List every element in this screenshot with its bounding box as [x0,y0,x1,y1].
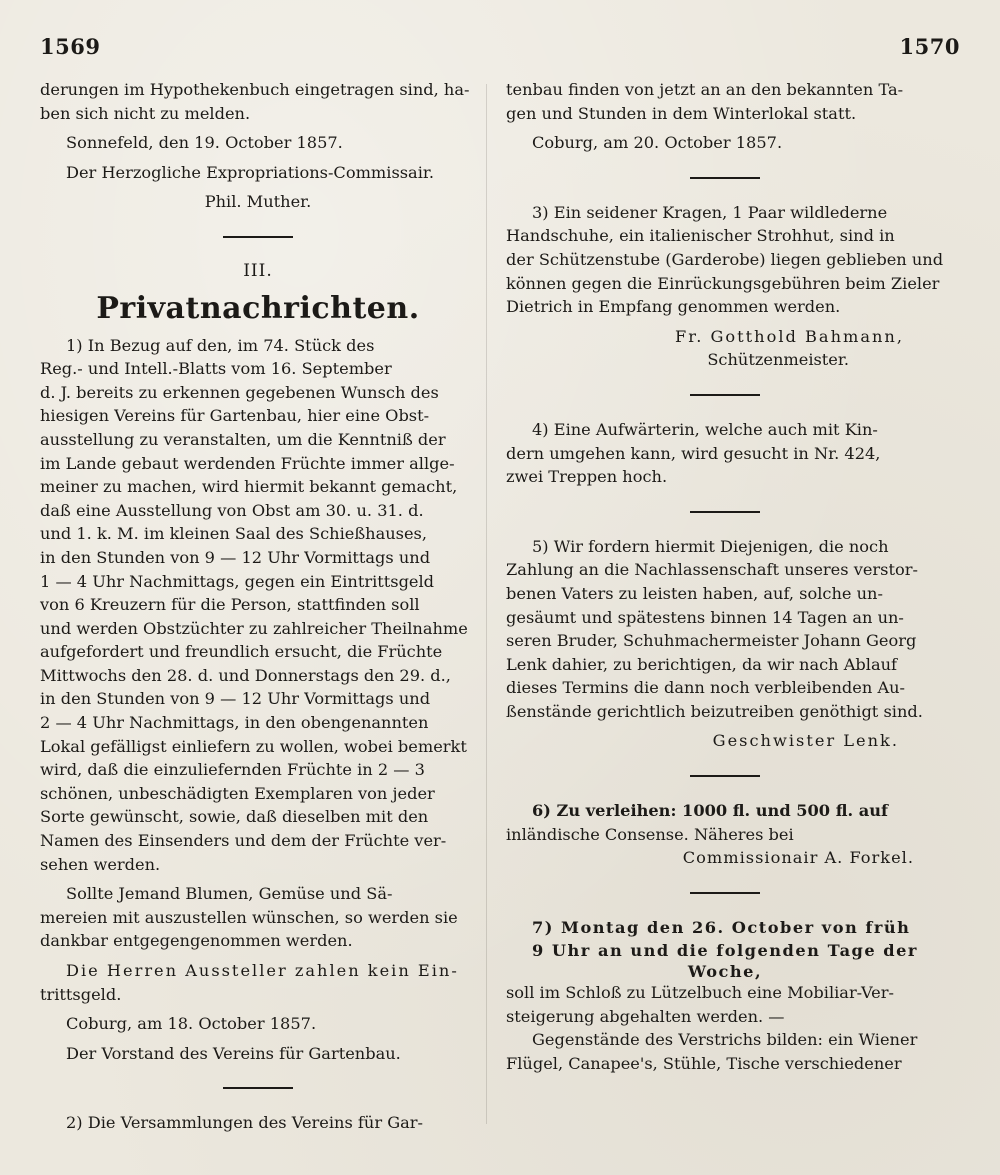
text-line: in den Stunden von 9 — 12 Uhr Vormittags und [40,689,431,709]
page-number-right: 1570 [899,34,960,59]
text-line: gesäumt und spätestens binnen 14 Tagen an un- [506,607,904,627]
text-line: Lokal gefälligst einliefern zu wollen, wobei bemerkt [40,736,467,756]
signer-muther: Phil. Muther. [204,192,312,212]
dateline-coburg-20: Coburg, am 20. October 1857. [532,133,783,153]
signer-lenk: Geschwister Lenk. [712,731,899,751]
text-line: steigerung abgehalten werden. — [506,1006,785,1026]
text-line: seren Bruder, Schuhmachermeister Johann Georg [506,631,917,651]
text-line: Zahlung an die Nachlassenschaft unseres verstor- [506,560,918,580]
notice-3 [506,201,944,372]
text-line: hiesigen Vereins für Gartenbau, hier eine Obst- [40,406,430,426]
text-line: dankbar entgegengenommen werden. [40,931,353,951]
text-line: 5) Wir fordern hiermit Diejenigen, die noch [532,536,889,556]
left-column [40,78,476,1135]
text-line: Dietrich in Empfang genommen werden. [506,297,841,317]
text-line: zwei Treppen hoch. [506,467,668,487]
notice-1 [40,334,476,1066]
text-line: können gegen die Einrückungsgebühren beim Zieler [506,273,940,293]
text-line: Sorte gewünscht, sowie, daß dieselben mit den [40,807,429,827]
dateline-coburg-18: Coburg, am 18. October 1857. [66,1014,317,1034]
text-line: daß eine Ausstellung von Obst am 30. u. 31. d. [40,500,424,520]
text-line: sehen werden. [40,854,161,874]
text-line: mereien mit auszustellen wünschen, so werden sie [40,907,458,927]
notice-7 [506,916,944,1076]
text-line: Namen des Einsenders und dem der Früchte ver- [40,831,447,851]
text-line: inländische Consense. Näheres bei [506,824,794,844]
text-line: 7) Montag den 26. October von früh [532,917,911,937]
text-line: Handschuhe, ein italienischer Strohhut, sind in [506,226,895,246]
notice-6 [506,799,944,870]
text-line: Sollte Jemand Blumen, Gemüse und Sä- [66,884,393,904]
text-line: Die Herren Aussteller zahlen kein Ein- [66,961,459,980]
text-line: und 1. k. M. im kleinen Saal des Schießhauses, [40,524,428,544]
text-line: Woche, [687,962,763,982]
text-line: 4) Eine Aufwärterin, welche auch mit Kin- [532,419,878,439]
authority-line: Der Herzogliche Expropriations-Commissair. [66,162,434,182]
text-line: trittsgeld. [40,984,122,1004]
signer-vorstand: Der Vorstand des Vereins für Gartenbau. [66,1043,401,1063]
signer-forkel: Commissionair A. Forkel. [682,848,914,868]
notice-2-start: 2) Die Versammlungen des Vereins für Gar- [66,1113,424,1133]
text-line: 9 Uhr an und die folgenden Tage der [532,941,918,961]
text-line: im Lande gebaut werdenden Früchte immer allge- [40,453,455,473]
continuation-line: derungen im Hypothekenbuch eingetragen sind, ha- [40,80,470,99]
dateline-sonnefeld: Sonnefeld, den 19. October 1857. [66,133,343,153]
text-line: Gegenstände des Verstrichs bilden: ein Wiener [532,1030,918,1050]
signer-title: Schützenmeister. [707,350,849,370]
text-line: soll im Schloß zu Lützelbuch eine Mobiliar-Ver- [506,983,894,1003]
text-line: 1) In Bezug auf den, im 74. Stück des [66,335,375,355]
text-line: und werden Obstzüchter zu zahlreicher Theilnahme [40,618,468,638]
continuation-line: ben sich nicht zu melden. [40,103,251,123]
text-line: 2 — 4 Uhr Nachmittags, in den obengenannten [40,713,429,733]
text-line: Flügel, Canapee's, Stühle, Tische verschiedener [506,1053,902,1073]
notice-5 [506,535,944,753]
text-line: aufgefordert und freundlich ersucht, die Früchte [40,642,443,662]
text-line: meiner zu machen, wird hiermit bekannt gemacht, [40,477,458,497]
signer-bahmann: Fr. Gotthold Bahmann, [675,326,904,346]
text-line: tenbau finden von jetzt an an den bekannten Ta- [506,80,904,99]
text-line: 6) Zu verleihen: 1000 fl. und 500 fl. auf [532,801,888,821]
text-line: dern umgehen kann, wird gesucht in Nr. 424, [506,443,881,463]
text-line: ßenstände gerichtlich beizutreiben genöthigt sind. [506,701,923,721]
column-divider [486,84,487,1124]
text-line: in den Stunden von 9 — 12 Uhr Vormittags und [40,547,431,567]
text-line: wird, daß die einzuliefernden Früchte in 2 — 3 [40,760,425,780]
text-line: benen Vaters zu leisten haben, auf, solche un- [506,583,883,603]
section-number: III. [243,260,273,281]
text-line: Lenk dahier, zu berichtigen, da wir nach Ablauf [506,654,898,674]
text-line: der Schützenstube (Garderobe) liegen geblieben und [506,249,944,269]
text-line: Reg.- und Intell.-Blatts vom 16. September [40,359,392,379]
text-line: 3) Ein seidener Kragen, 1 Paar wildlederne [532,202,888,222]
text-line: schönen, unbeschädigten Exemplaren von jeder [40,783,435,803]
text-line: ausstellung zu veranstalten, um die Kenntniß der [40,429,446,449]
text-line: d. J. bereits zu erkennen gegebenen Wunsch des [40,382,439,402]
right-column [506,78,944,1075]
section-title: Privatnachrichten. [96,290,420,326]
text-line: 1 — 4 Uhr Nachmittags, gegen ein Eintrittsgeld [40,571,435,591]
text-line: dieses Termins die dann noch verbleibenden Au- [506,678,906,698]
page-number-left: 1569 [40,34,101,59]
text-line: gen und Stunden in dem Winterlokal statt. [506,103,857,123]
text-line: von 6 Kreuzern für die Person, stattfinden soll [40,595,420,615]
notice-4 [506,418,944,489]
text-line: Mittwochs den 28. d. und Donnerstags den 29. d., [40,665,451,685]
